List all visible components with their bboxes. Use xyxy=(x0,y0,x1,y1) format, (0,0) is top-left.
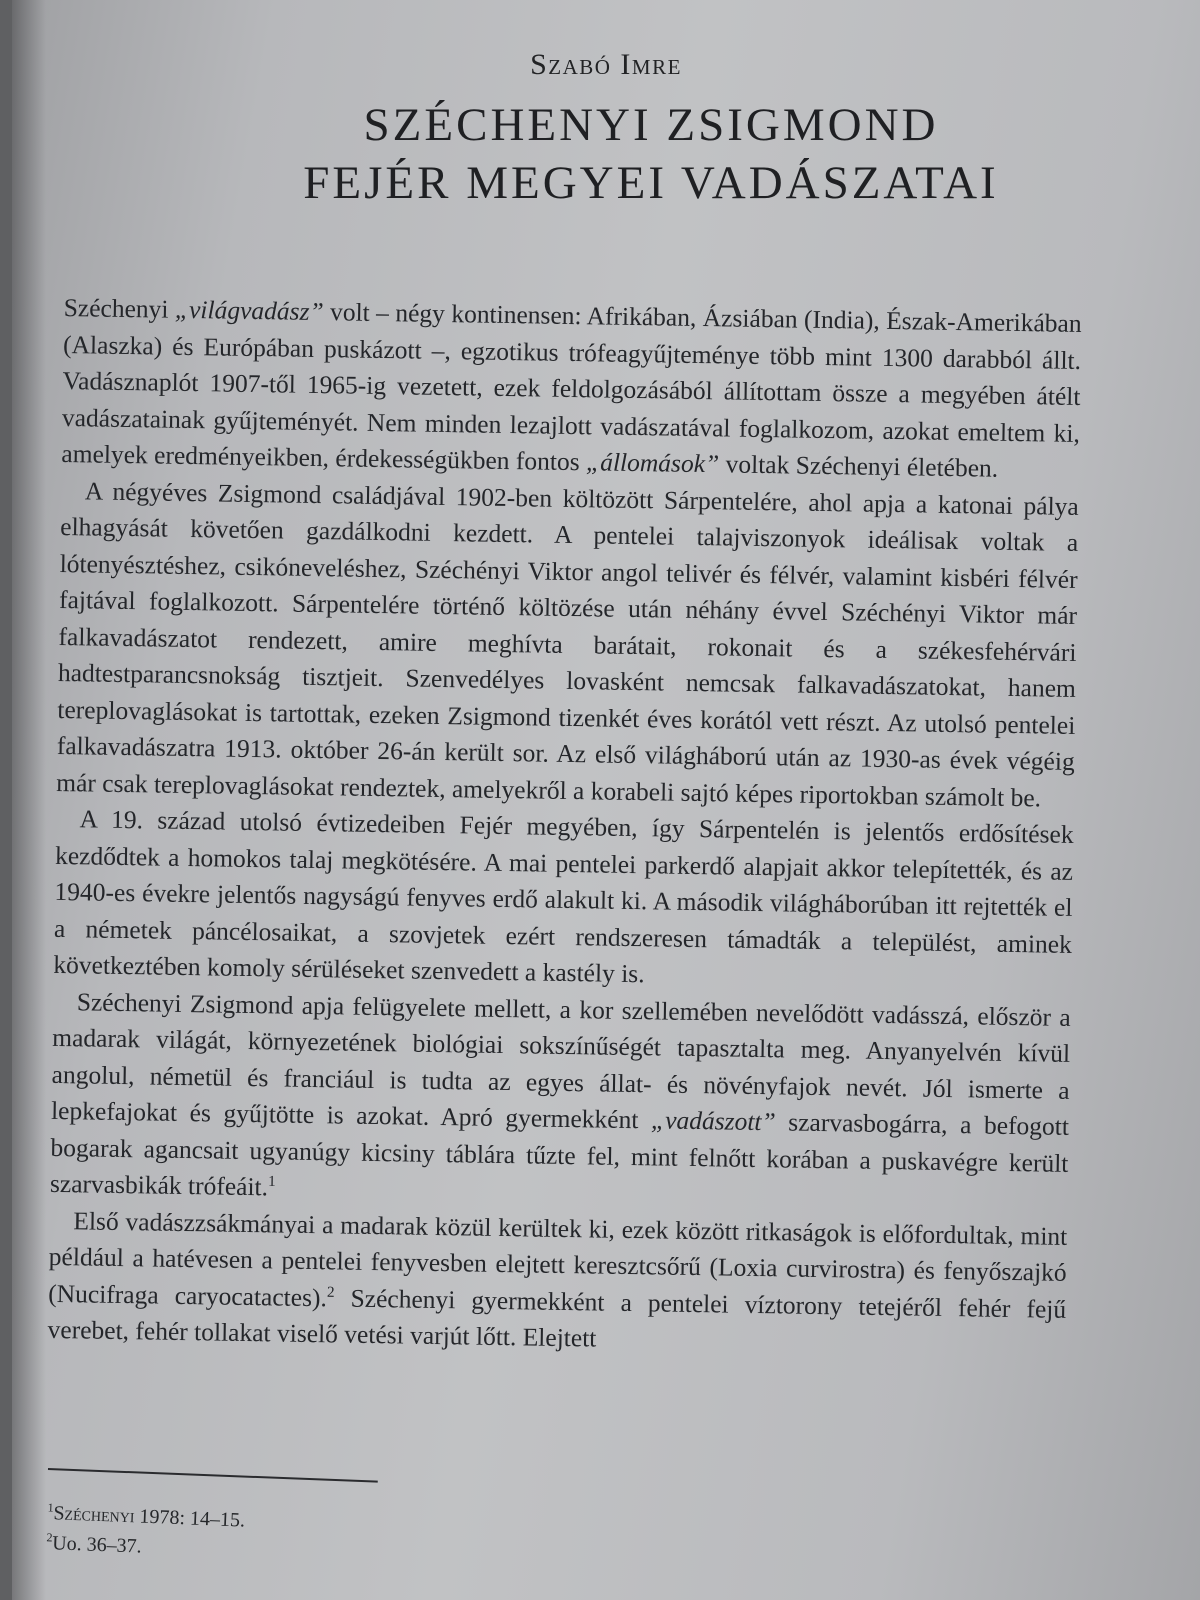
paragraph-4: Széchenyi Zsigmond apja felügyelete mellett, a kor szellemében nevelődött vadásszá, először a madarak világát, környezetének biológiai sokszínűségét tapasztalta meg. Anyanyelvén kívül angolul, németül és franciául is tudta az egyes állat- és növényfajok nevét. Jól ismerte a lepkefajokat és gyűjtötte is azokat. Apró gyermekként „vadászott” szarvasbogárra, a befogott bogarak agancsait ugyanúgy kicsiny táblára tűzte fel, mint felnőtt korában a puskavégre került szarvasbikák trófeáit.$^1$ xyxy=(49,986,1071,1202)
author-name: Szabó Imre xyxy=(530,48,682,81)
footnote-1: $^1$Széchenyi 1978: 14–15. xyxy=(47,1500,246,1532)
chapter-title-line-1: SZÉCHENYI ZSIGMOND xyxy=(363,99,939,151)
paragraph-5: Első vadászzsákmányai a madarak közül kerültek ki, ezek között ritkaságok is előfordultak, mint például a hatévesen a pentelei fenyvesben elejtett keresztcsőrű (Loxia curvirostra) és fenyőszajkó (Nucifraga caryocatactes).$^2$ Széchenyi gyermekként a pentelei víztorony tetejéről fehér fejű verebet, fehér tollakat viselő vetési varjút lőtt. Elejtett xyxy=(47,1205,1068,1353)
emphasis-vadaszott: „vadászott” xyxy=(650,1105,776,1137)
emphasis-vilagvadasz: „világvadász” xyxy=(174,294,324,327)
paragraph-3: A 19. század utolsó évtizedeiben Fejér megyében, így Sárpentelén is jelentős erdősítések kezdődtek a homokos talaj megkötésére. A mai pentelei parkerdő alapjait akkor telepítették, és az 1940-es évekre jelentős nagyságú fenyves erdő alakult ki. A második világháborúban itt rejtették el a németek páncélosaikat, a szovjetek ezért rendszeresen támadták a települést, aminek következtében komoly sérüléseket szenvedett a kastély is. xyxy=(53,804,1074,989)
book-page xyxy=(12,0,1200,1600)
paragraph-1: Széchenyi „világvadász” volt – négy kontinensen: Afrikában, Ázsiában (India), Észak-Amerikában (Alaszka) és Európában puskázott –, egzotikus trófeagyűjteménye több mint 1300 darabból állt. Vadásznaplót 1907-től 1965-ig vezetett, ezek feldolgozásából állítottam össze a megyében átélt vadászatainak gyűjteményét. Nem minden lezajlott vadászatával foglalkozom, azokat emeltem ki, amelyek eredményeikben, érdekességükben fontos „állomások” voltak Széchenyi életében. xyxy=(61,292,1082,483)
emphasis-allomasok: „állomások” xyxy=(585,447,720,479)
footnote-ref-2: 2 xyxy=(326,1283,335,1301)
footnotes xyxy=(46,1498,246,1566)
footnote-ref-1: 1 xyxy=(267,1172,276,1190)
chapter-title-line-2: FEJÉR MEGYEI VADÁSZATAI xyxy=(303,157,999,209)
paragraph-2: A négyéves Zsigmond családjával 1902-ben költözött Sárpentelére, ahol apja a katonai pálya elhagyását követően gazdálkodni kezdett. A pentelei talajviszonyok ideálisak voltak a lótenyésztéshez, csikóneveléshez, Széchényi Viktor angol telivér és félvér, valamint kisbéri félvér fajtával foglalkozott. Sárpentelére történő költözése után néhány évvel Széchényi Viktor már falkavadászatot rendezett, amire meghívta barátait, rokonait és a székesfehérvári hadtestparancsnokság tisztjeit. Szenvedélyes lovasként nemcsak falkavadászatokat, hanem tereplovaglásokat is tartottak, ezeken Zsigmond tizenkét éves korától vett részt. Az utolsó pentelei falkavadászatra 1913. október 26-án került sor. Az első világháború után az 1930-as évek végéig már csak tereplovaglásokat rendeztek, amelyekről a korabeli sajtó képes riportokban számolt be. xyxy=(56,475,1079,812)
footnote-2: $^2$Uo. 36–37. xyxy=(46,1530,143,1558)
page-gutter-shadow xyxy=(12,0,46,1600)
footnote-divider xyxy=(48,1468,378,1482)
body-text xyxy=(47,290,1082,1364)
